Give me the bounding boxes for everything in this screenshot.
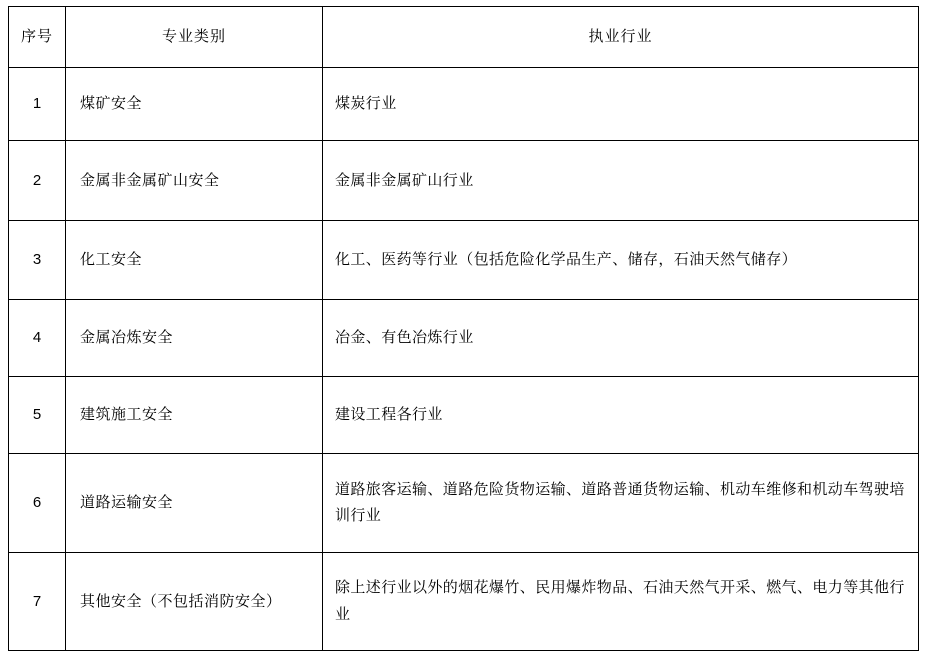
cell-no: 7 [9, 553, 66, 651]
table-header-row [9, 7, 919, 68]
table-row [9, 553, 919, 651]
cell-industry: 煤炭行业 [323, 68, 919, 141]
cell-category: 道路运输安全 [66, 454, 323, 553]
column-header-industry: 执业行业 [323, 7, 919, 68]
column-header-category: 专业类别 [66, 7, 323, 68]
table-row [9, 454, 919, 553]
table-body [9, 68, 919, 651]
table-row [9, 221, 919, 300]
cell-no: 5 [9, 377, 66, 454]
cell-industry: 建设工程各行业 [323, 377, 919, 454]
table-row [9, 300, 919, 377]
column-header-no: 序号 [9, 7, 66, 68]
cell-industry: 金属非金属矿山行业 [323, 141, 919, 221]
cell-category: 金属非金属矿山安全 [66, 141, 323, 221]
cell-industry: 除上述行业以外的烟花爆竹、民用爆炸物品、石油天然气开采、燃气、电力等其他行业 [323, 553, 919, 651]
cell-category: 煤矿安全 [66, 68, 323, 141]
table-row [9, 141, 919, 221]
cell-no: 6 [9, 454, 66, 553]
table-row [9, 68, 919, 141]
cell-no: 3 [9, 221, 66, 300]
table-header [9, 7, 919, 68]
cell-no: 4 [9, 300, 66, 377]
cell-no: 2 [9, 141, 66, 221]
professional-category-table [8, 6, 919, 651]
cell-no: 1 [9, 68, 66, 141]
cell-industry: 道路旅客运输、道路危险货物运输、道路普通货物运输、机动车维修和机动车驾驶培训行业 [323, 454, 919, 553]
cell-category: 化工安全 [66, 221, 323, 300]
table-row [9, 377, 919, 454]
cell-category: 建筑施工安全 [66, 377, 323, 454]
cell-industry: 冶金、有色冶炼行业 [323, 300, 919, 377]
cell-industry: 化工、医药等行业（包括危险化学品生产、储存，石油天然气储存） [323, 221, 919, 300]
cell-category: 金属冶炼安全 [66, 300, 323, 377]
cell-category: 其他安全（不包括消防安全） [66, 553, 323, 651]
